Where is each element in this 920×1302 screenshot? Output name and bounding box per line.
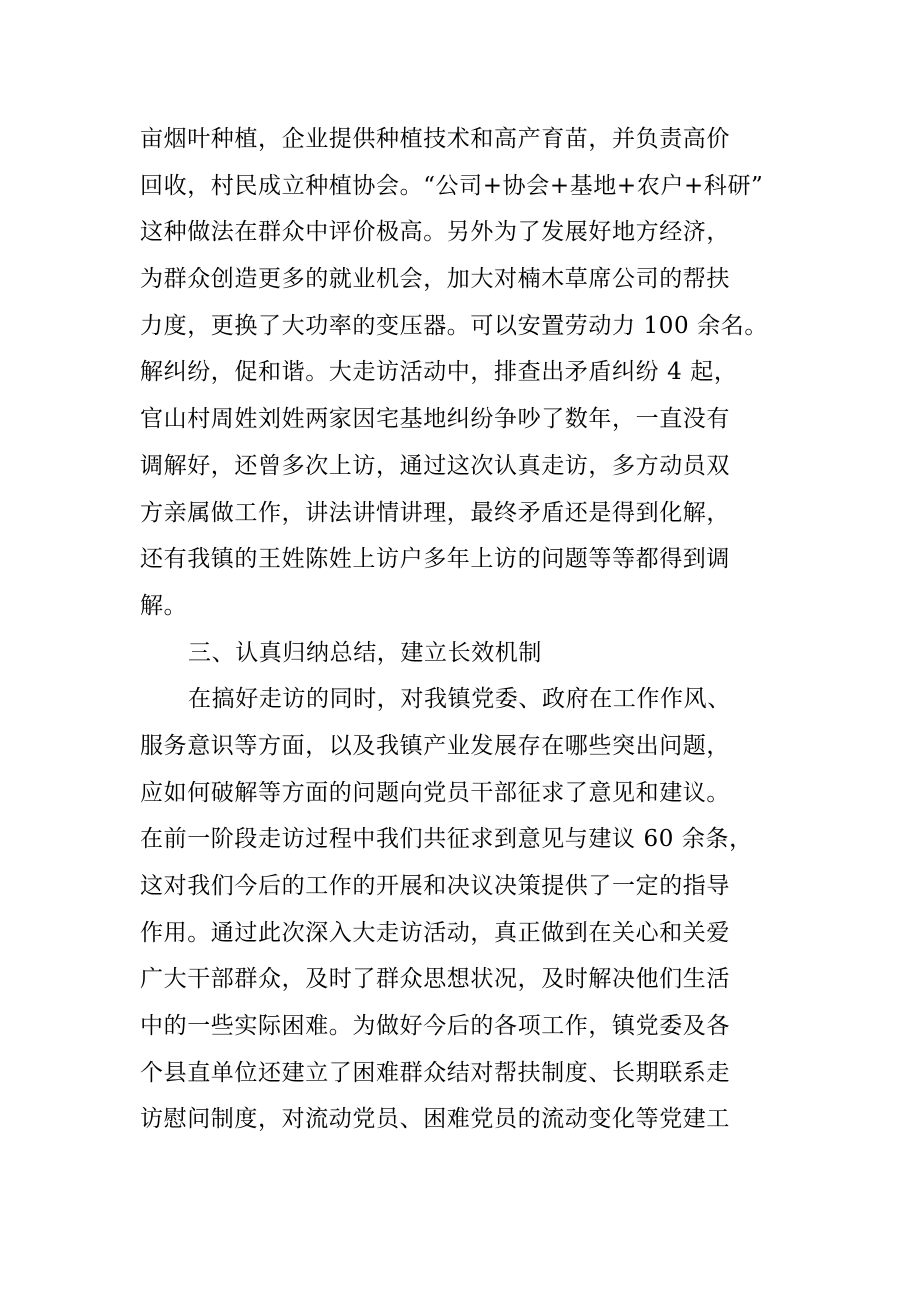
text-line: 解。 (140, 592, 188, 619)
text-line: 回收，村民成立种植协会。“公司+协会+基地+农户+科研” (140, 172, 764, 199)
text-line: 广大干部群众，及时了群众思想状况，及时解决他们生活 (140, 966, 730, 993)
text-line: 访慰问制度，对流动党员、困难党员的流动变化等党建工 (140, 1106, 730, 1133)
text-line: 应如何破解等方面的问题向党员干部征求了意见和建议。 (140, 779, 730, 806)
text-line: 力度，更换了大功率的变压器。可以安置劳动力 100 余名。 (140, 312, 768, 339)
text-line: 为群众创造更多的就业机会，加大对楠木草席公司的帮扶 (140, 266, 730, 293)
text-line: 作用。通过此次深入大走访活动，真正做到在关心和关爱 (140, 919, 730, 946)
text-line: 调解好，还曾多次上访，通过这次认真走访，多方动员双 (140, 452, 730, 479)
text-line: 服务意识等方面，以及我镇产业发展存在哪些突出问题， (140, 732, 730, 759)
text-line: 这种做法在群众中评价极高。另外为了发展好地方经济， (140, 219, 730, 246)
text-line: 中的一些实际困难。为做好今后的各项工作，镇党委及各 (140, 1013, 730, 1040)
section-heading: 三、认真归纳总结，建立长效机制 (188, 639, 542, 666)
text-line: 在前一阶段走访过程中我们共征求到意见与建议 60 余条， (140, 826, 753, 853)
text-line: 亩烟叶种植，企业提供种植技术和高产育苗，并负责高价 (140, 126, 730, 152)
text-line: 官山村周姓刘姓两家因宅基地纠纷争吵了数年，一直没有 (140, 406, 730, 433)
text-line: 还有我镇的王姓陈姓上访户多年上访的问题等等都得到调 (140, 546, 730, 573)
paragraph-first-line: 在搞好走访的同时，对我镇党委、政府在工作作风、 (188, 686, 731, 713)
text-line: 解纠纷，促和谐。大走访活动中，排查出矛盾纠纷 4 起， (140, 359, 738, 386)
document-body (140, 116, 780, 1143)
text-line: 方亲属做工作，讲法讲情讲理，最终矛盾还是得到化解， (140, 499, 730, 526)
text-line: 个县直单位还建立了困难群众结对帮扶制度、长期联系走 (140, 1059, 730, 1086)
text-line: 这对我们今后的工作的开展和决议决策提供了一定的指导 (140, 873, 730, 899)
